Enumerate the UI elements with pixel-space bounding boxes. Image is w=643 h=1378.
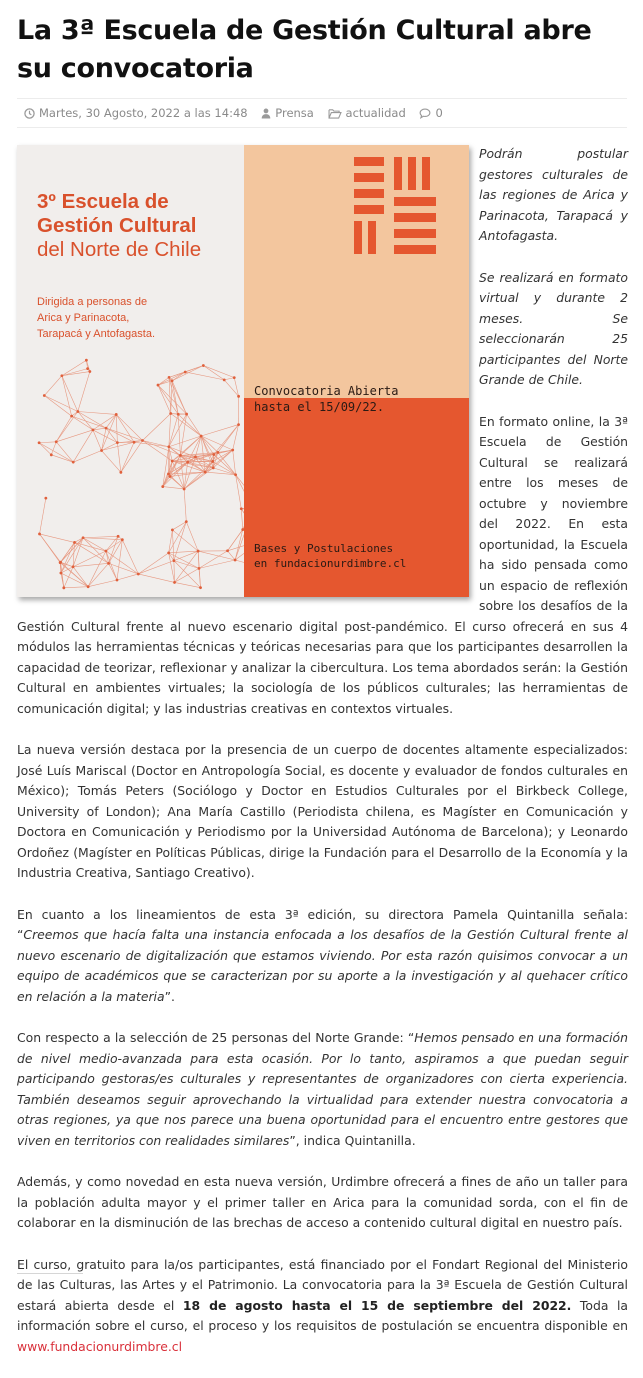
website-link[interactable]: www.fundacionurdimbre.cl	[17, 1339, 182, 1354]
meta-date-text: Martes, 30 Agosto, 2022 a las 14:48	[39, 106, 248, 120]
poster-bases-line: en fundacionurdimbre.cl	[254, 556, 464, 571]
text-span: En cuanto a los lineamientos de esta 3ª edición, su directora Pamela Quintanilla señala: “	[17, 907, 628, 943]
comment-icon	[419, 99, 431, 127]
clock-icon	[24, 99, 35, 127]
poster-convocatoria-line: Convocatoria Abierta	[254, 383, 464, 399]
poster-subtitle-line: Arica y Parinacota,	[37, 310, 237, 326]
poster-convocatoria-line: hasta el 15/09/22.	[254, 399, 464, 415]
meta-comments-count: 0	[435, 106, 442, 120]
poster-subtitle	[37, 294, 237, 342]
logo-icon	[244, 145, 469, 398]
body-paragraph: En formato online, la 3ª Escuela de Gestión Cultural se realizará entre los meses de octubre y noviembre del 2022. En esta oportunidad, la Escuela ha sido pensada como un espacio de reflexión sobre los desafíos de la Gestión Cultural frente al nuevo escenario digital post-pandémico. El curso ofrecerá en sus 4 módulos las herramientas técnicas y teóricas necesarias para que los participantes desarrollen la capacidad de teorizar, reflexionar y analizar la cibercultura. Los tema abordados serán: la Gestión Cultural en ambientes virtuales; la sociología de los públicos culturales; las herramientas de comunicación digital; y las industrias creativas en contextos virtuales.	[17, 412, 628, 720]
poster-title-line: del Norte de Chile	[37, 238, 252, 262]
poster-subtitle-line: Tarapacá y Antofagasta.	[37, 326, 237, 342]
poster-bases-line: Bases y Postulaciones	[254, 541, 464, 556]
quote-text: Creemos que hacía falta una instancia enfocada a los desafíos de la Gestión Cultural frente al nuevo escenario de digitalización que estamos viviendo. Por esta razón quisimos convocar a un equipo de académicos que se caracterizan por su aporte a la investigación y al quehacer crítico en relación a la materia	[17, 927, 628, 1004]
body-paragraph	[17, 1028, 628, 1151]
article-meta	[17, 98, 627, 128]
text-span: Toda la información sobre el curso, el proceso y los requisitos de postulación se encuentra disponible en	[17, 1298, 628, 1334]
meta-date	[24, 99, 248, 127]
text-span: Con respecto a la selección de 25 personas del Norte Grande: “	[17, 1030, 414, 1045]
poster-title	[37, 190, 252, 262]
poster-bases	[254, 541, 464, 571]
poster-peach-panel	[244, 145, 469, 398]
meta-author[interactable]	[261, 99, 314, 127]
lead-text: Podrán postular gestores culturales de las regiones de Arica y Parinacota, Tarapacá y Antofagasta.	[479, 146, 628, 243]
meta-category-text: actualidad	[346, 106, 406, 120]
poster-convocatoria	[254, 383, 464, 415]
text-span: ”, indica Quintanilla.	[289, 1133, 415, 1148]
meta-author-text: Prensa	[275, 106, 314, 120]
lead-text: Se realizará en formato virtual y durante 2 meses. Se seleccionarán 25 participantes del Norte Grande de Chile.	[479, 270, 628, 388]
article-title: La 3ª Escuela de Gestión Cultural abre su convocatoria	[17, 12, 632, 88]
text-span: El curso, gratuito para la/os participantes, está financiado por el Fondart Regional del Ministerio de las Culturas, las Artes y el Patrimonio. La convocatoria para la 3ª Escuela de Gestión Cultural estará abierta desde el	[17, 1257, 628, 1313]
poster-subtitle-line: Dirigida a personas de	[37, 294, 237, 310]
folder-open-icon	[328, 99, 342, 127]
poster-title-line: Gestión Cultural	[37, 214, 252, 238]
user-icon	[261, 99, 271, 127]
text-span: ”.	[165, 989, 175, 1004]
body-paragraph: La nueva versión destaca por la presencia de un cuerpo de docentes altamente especializados: José Luís Mariscal (Doctor en Antropología Social, es docente y evaluador de fondos culturales en México); Tomás Peters (Sociólogo y Doctor en Estudios Culturales por el Birkbeck College, University of London); Ana María Castillo (Periodista chilena, es Magíster en Comunicación y Doctora en Comunicación y Periodismo por la Universidad Autónoma de Barcelona); y Leonardo Ordoñez (Magíster en Políticas Públicas, dirige la Fundación para el Desarrollo de la Economía y la Industria Creativa, Santiago Creativo).	[17, 740, 628, 884]
poster-image	[17, 145, 469, 597]
meta-comments[interactable]	[419, 99, 442, 127]
body-paragraph	[17, 1255, 628, 1358]
quote-text: Hemos pensado en una formación de nivel medio-avanzada para esta ocasión. Por lo tanto, aspiramos a que puedan seguir participando gestoras/es culturales y representantes de organizadores con cierta experiencia. También deseamos seguir aprovechando la virtualidad para extender nuestra convocatoria a otras regiones, ya que nos parece una buena oportunidad para el encuentro entre gestores que viven en territorios con realidades similares	[17, 1030, 628, 1148]
bold-dates: 18 de agosto hasta el 15 de septiembre del 2022.	[183, 1298, 571, 1313]
meta-category[interactable]	[328, 99, 406, 127]
poster-title-line: 3º Escuela de	[37, 190, 252, 214]
divider	[17, 1273, 83, 1274]
body-paragraph	[17, 905, 628, 1008]
body-paragraph: Además, y como novedad en esta nueva versión, Urdimbre ofrecerá a fines de año un taller para la población adulta mayor y el primer taller en Arica para la comunidad sorda, con el fin de colaborar en la disminución de las brechas de acceso a contenido cultural digital en nuestro país.	[17, 1172, 628, 1234]
